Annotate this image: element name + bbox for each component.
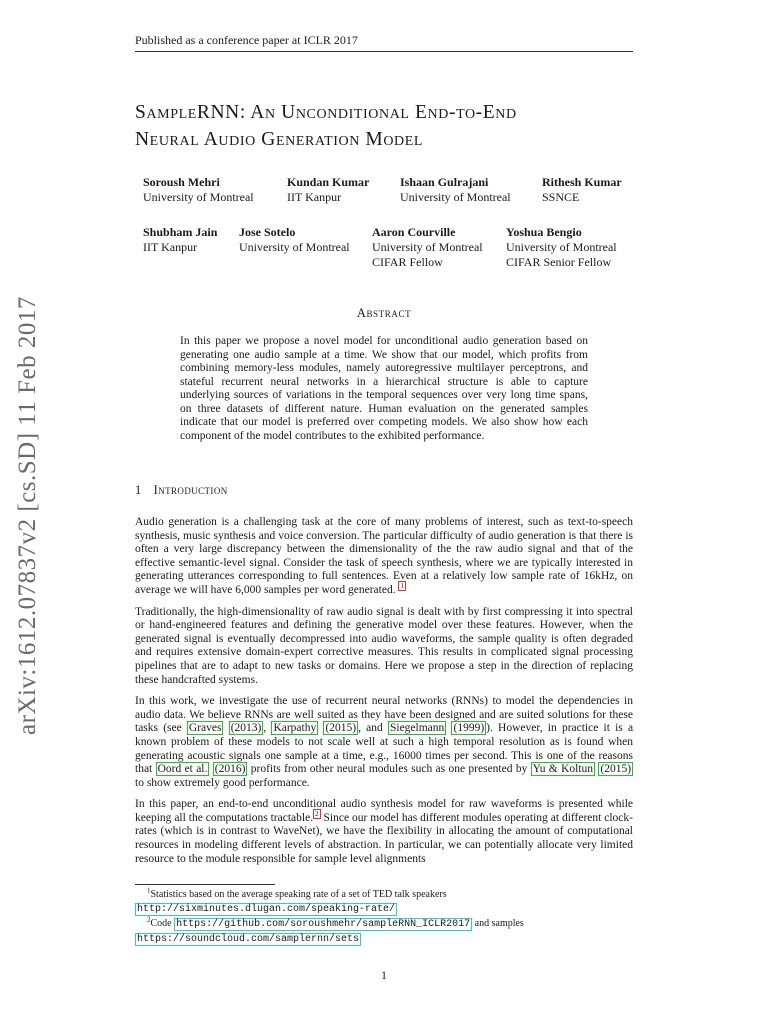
author-block [143, 175, 254, 205]
citation-link[interactable]: Graves [188, 722, 222, 735]
citation-link[interactable]: Karpathy [273, 722, 317, 735]
footnotes [135, 888, 633, 947]
footnote [135, 888, 633, 917]
author-affiliation: University of Montreal [506, 240, 617, 254]
paragraph [135, 695, 633, 790]
url-link[interactable]: https://soundcloud.com/samplernn/sets [137, 934, 360, 945]
citation-link[interactable]: Yu & Koltun [532, 763, 594, 776]
section-title: Introduction [153, 483, 228, 497]
citation-link[interactable]: Oord et al. [157, 763, 208, 776]
url-link[interactable]: http://sixminutes.dlugan.com/speaking-rate/ [137, 904, 396, 915]
url-link[interactable]: https://github.com/soroushmehr/sampleRNN_ICLR2017 [176, 919, 471, 930]
paragraph-text: to show extremely good performance. [135, 776, 310, 789]
paragraph [135, 516, 633, 598]
author-name: Ishaan Gulrajani [400, 175, 489, 189]
author-affiliation: IIT Kanpur [143, 240, 198, 254]
footnote-text: Statistics based on the average speaking rate of a set of TED talk speakers [150, 889, 447, 900]
author-name: Jose Sotelo [239, 225, 296, 239]
section-number: 1 [135, 483, 142, 497]
author-block [287, 175, 369, 205]
author-affiliation: SSNCE [542, 190, 580, 204]
footnote-ref-link[interactable]: 1 [400, 582, 404, 591]
author-name: Yoshua Bengio [506, 225, 582, 239]
body-text [135, 516, 633, 874]
title-line-2: Neural Audio Generation Model [135, 129, 424, 150]
abstract-heading: Abstract [356, 306, 412, 320]
footnote-ref-link[interactable]: 2 [315, 810, 319, 819]
author-name: Soroush Mehri [143, 175, 220, 189]
citation-link[interactable]: (1999) [453, 722, 485, 735]
footnote-text: Code [150, 918, 175, 929]
author-block [143, 225, 217, 255]
paragraph-text: In this work, we investigate the use of recurrent neural networks (RNNs) to model the dependencies in audio data. We believe RNNs are well suited as they have been designed and are suited solutions for these tasks (see [135, 695, 633, 735]
paragraph-text: Audio generation is a challenging task at the core of many problems of interest, such as text-to-speech synthesis, music synthesis and voice conversion. The particular difficulty of audio generation is that there is often a very large discrepancy between the dimensionality of the the raw audio signal and that of the effective semantic-level signal. Consider the task of speech synthesis, where we are typically interested in generating utterances corresponding to full sentences. Even at a relatively low sample rate of 16kHz, on average we will have 6,000 samples per word generated. [135, 516, 633, 596]
author-block [506, 225, 617, 270]
running-header: Published as a conference paper at ICLR 2017 [135, 33, 358, 47]
abstract-text: In this paper we propose a novel model for unconditional audio generation based on generating one audio sample at a time. We show that our model, which profits from combining memory-less modules, namely autoregressive multilayer perceptrons, and stateful recurrent neural networks in a hierarchical structure is able to capture underlying sources of variations in the temporal sequences over very long time spans, on three datasets of different nature. Human evaluation on the generated samples indicate that our model is preferred over competing models. We also show how each component of the model contributes to the exhibited performance. [180, 335, 588, 442]
section-heading [135, 483, 228, 498]
paragraph-text: , [263, 722, 272, 735]
paragraph-text: Since our model has different modules operating at different clock-rates (which is in contrast to WaveNet), we have the flexibility in allocating the amount of computational resources in modeling different levels of abstraction. In particular, we can potentially allocate very limited resource to the module responsible for sample level alignments [135, 811, 633, 865]
author-block [400, 175, 511, 205]
author-block [239, 225, 350, 255]
author-name: Kundan Kumar [287, 175, 370, 189]
author-block [372, 225, 483, 270]
author-block [542, 175, 622, 205]
citation-link[interactable]: (2015) [600, 763, 632, 776]
citation-link[interactable]: Siegelmann [389, 722, 445, 735]
title-line-1: SampleRNN: An Unconditional End-to-End [135, 102, 517, 123]
footnote-text: and samples [472, 918, 524, 929]
paper-title [135, 99, 635, 153]
author-affiliation: University of Montreal [143, 190, 254, 204]
footnote-mark: 1 [147, 886, 151, 895]
author-name: Shubham Jain [143, 225, 218, 239]
author-affiliation: CIFAR Fellow [372, 255, 443, 269]
author-affiliation: CIFAR Senior Fellow [506, 255, 612, 269]
paragraph-text: , and [358, 722, 388, 735]
footnote-rule [135, 884, 275, 885]
footnote [135, 917, 633, 947]
paragraph: Traditionally, the high-dimensionality of raw audio signal is dealt with by first compressing it into spectral or hand-engineered features and defining the generative model over these features. However, when the generated signal is eventually decompressed into audio waveforms, the sample quality is often degraded and requires extensive domain-expert corrective measures. This results in complicated signal processing pipelines that are to adapt to new tasks or domains. Here we propose a step in the direction of replacing these handcrafted systems. [135, 605, 633, 686]
paragraph-text: In this paper, an end-to-end unconditional audio synthesis model for raw waveforms is presented while keeping all the computations tractable. [135, 798, 633, 824]
paragraph-text: ). However, in practice it is a known problem of these models to not scale well at such a high temporal resolution as is found when generating acoustic signals one sample at a time, e.g., 16000 times per second. This is one of the reasons that [135, 722, 634, 776]
author-affiliation: University of Montreal [372, 240, 483, 254]
author-name: Rithesh Kumar [542, 175, 622, 189]
citation-link[interactable]: (2015) [325, 722, 357, 735]
paragraph [135, 798, 633, 866]
page-number: 1 [381, 968, 387, 982]
citation-link[interactable]: (2016) [214, 763, 246, 776]
paragraph-text: profits from other neural modules such as one presented by [247, 763, 531, 776]
author-affiliation: IIT Kanpur [287, 190, 342, 204]
arxiv-stamp: arXiv:1612.07837v2 [cs.SD] 11 Feb 2017 [14, 296, 41, 735]
citation-link[interactable]: (2013) [230, 722, 262, 735]
footnote-mark: 2 [147, 915, 151, 924]
author-affiliation: University of Montreal [239, 240, 350, 254]
header-rule [135, 51, 633, 52]
author-name: Aaron Courville [372, 225, 456, 239]
author-affiliation: University of Montreal [400, 190, 511, 204]
